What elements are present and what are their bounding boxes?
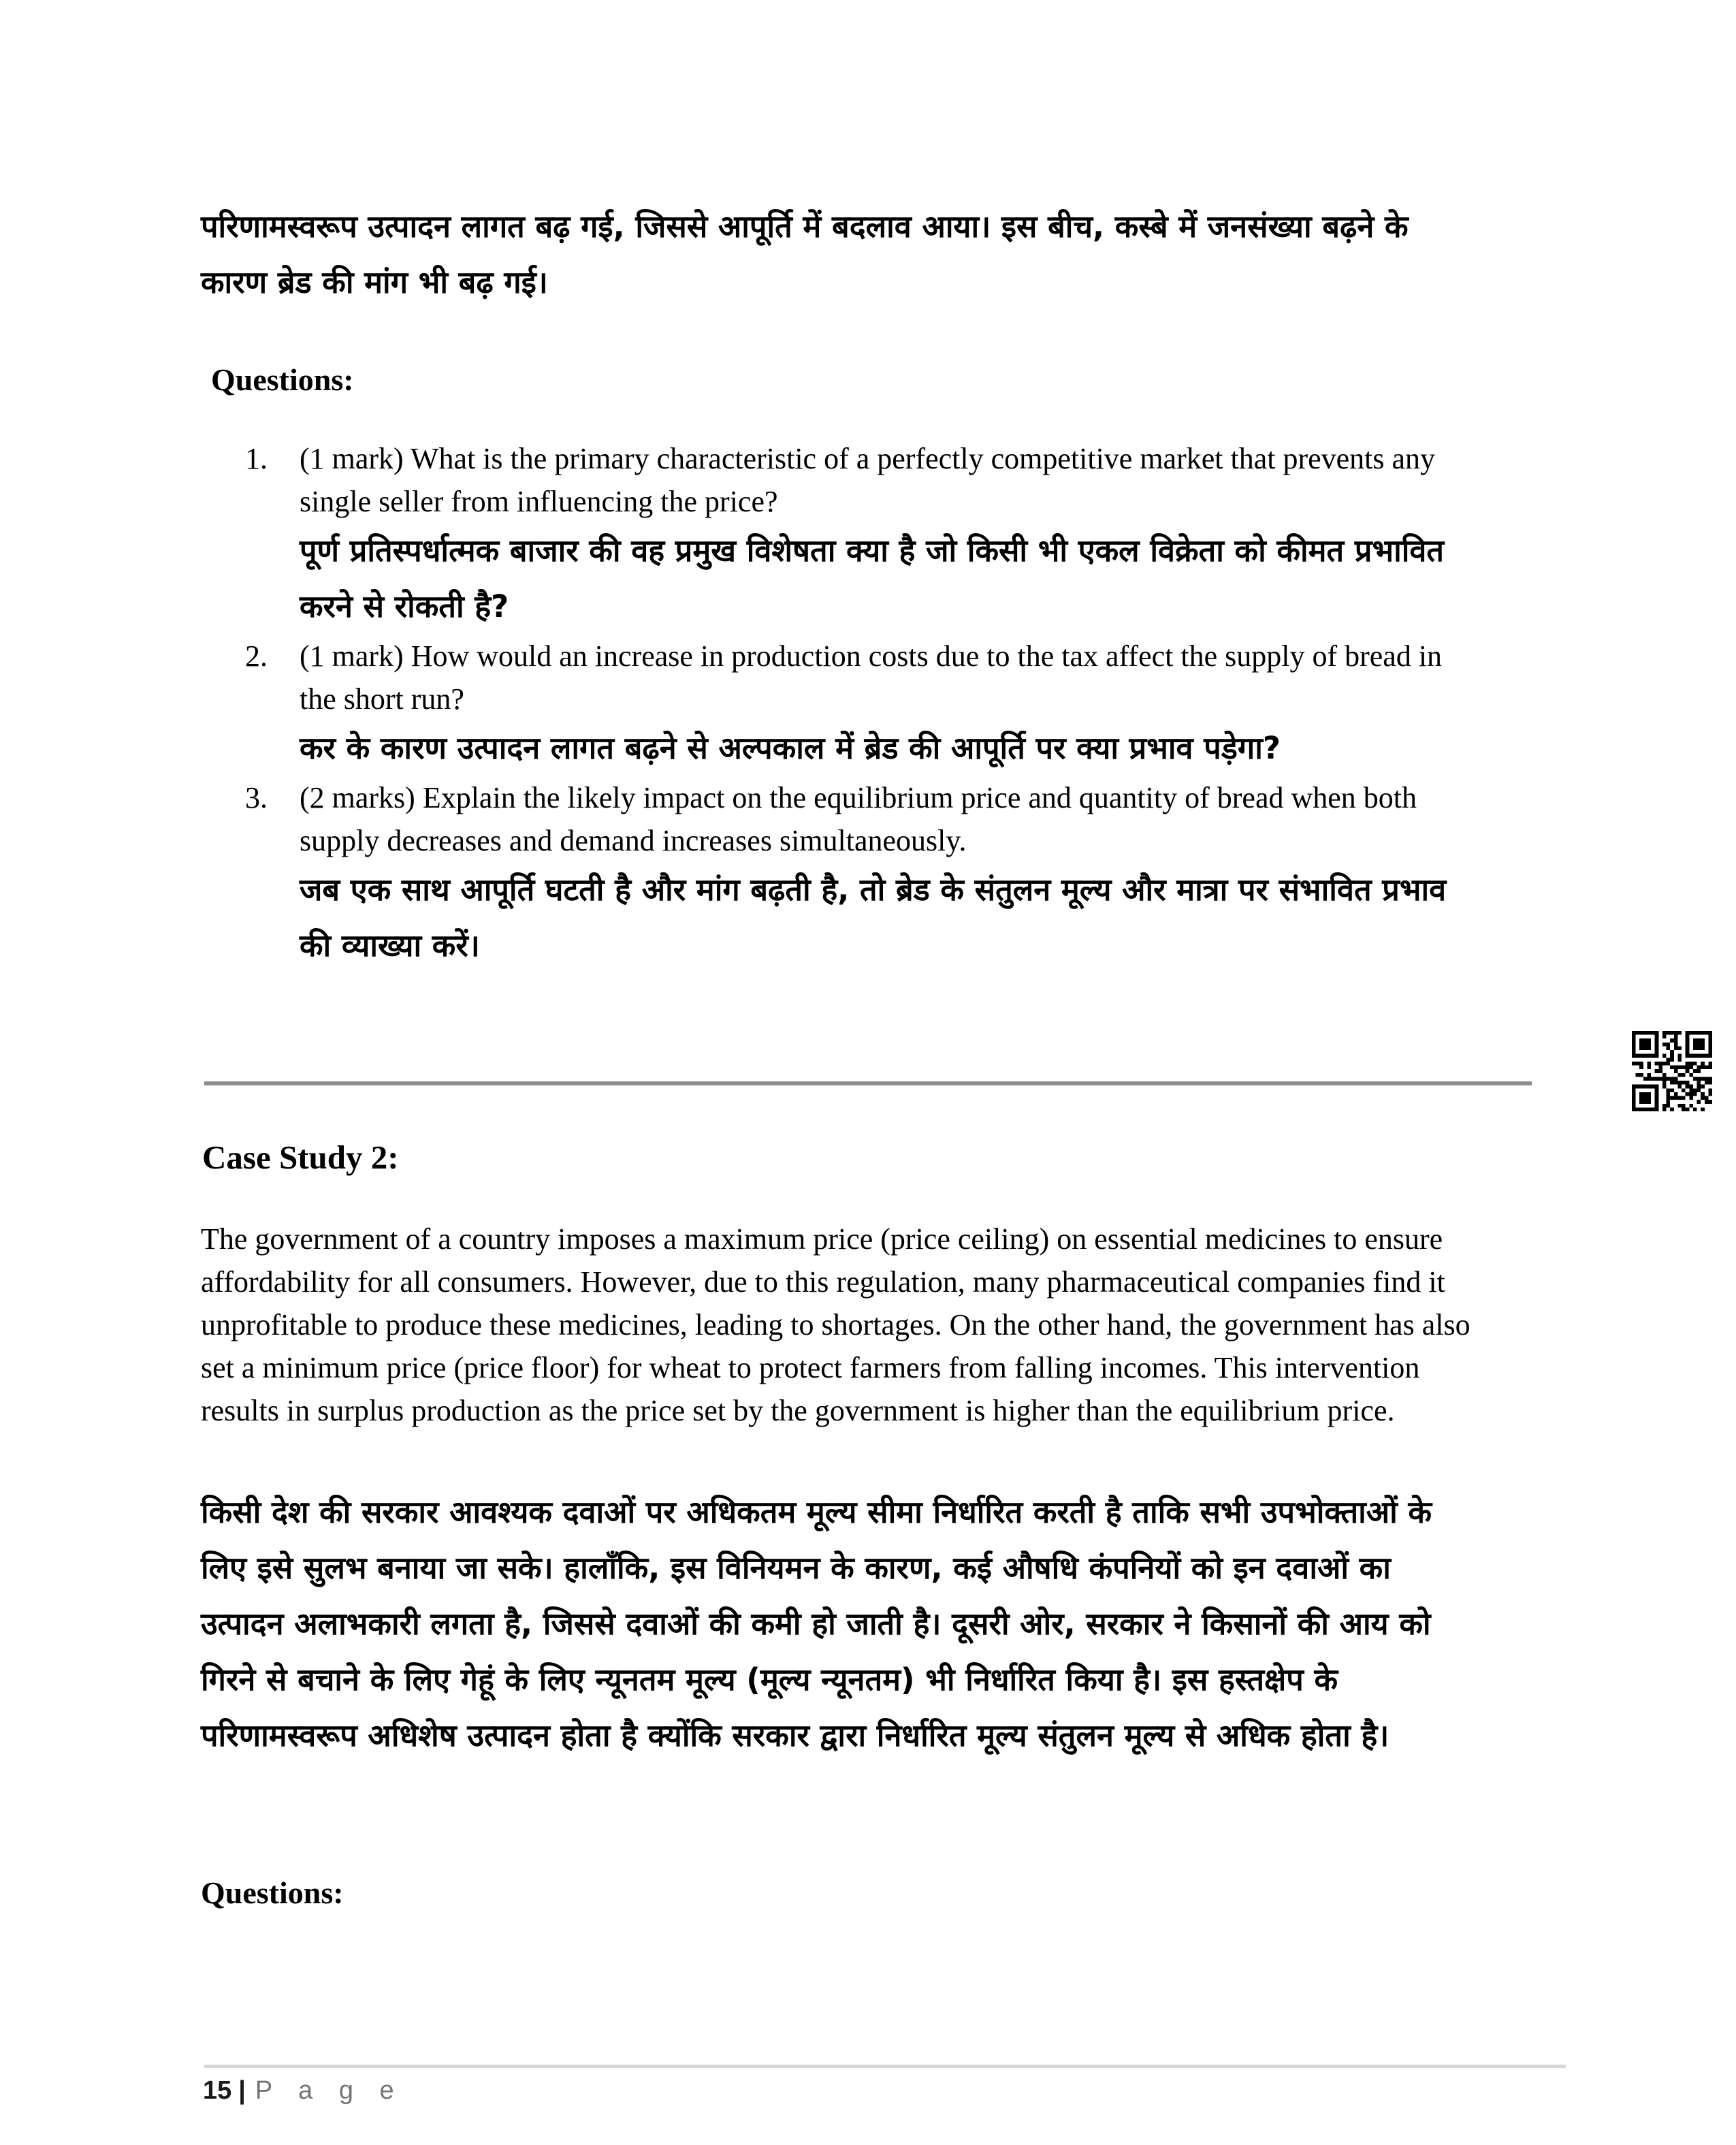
question-text-hindi: कर के कारण उत्पादन लागत बढ़ने से अल्पकाल में ब्रेड की आपूर्ति पर क्या प्रभाव पड़ेगा? (300, 730, 1281, 766)
question-text-hindi: पूर्ण प्रतिस्पर्धात्मक बाजार की वह प्रमुख विशेषता क्या है जो किसी भी एकल विक्रेता को कीमत प्रभावित करने से रोकती है? (300, 533, 1445, 624)
question-text-english: (2 marks) Explain the likely impact on the equilibrium price and quantity of bread when both supply decreases and demand increases simultaneously. (300, 781, 1417, 857)
case-study-2-paragraph-english: The government of a country imposes a maximum price (price ceiling) on essential medicines to ensure affordability for all consumers. However, due to this regulation, many pharmaceutical companies find it unprofitable to produce these medicines, leading to shortages. On the other hand, the government has also set a minimum price (price floor) for wheat to protect farmers from falling incomes. This intervention results in surplus production as the price set by the government is higher than the equilibrium price. (201, 1222, 1470, 1427)
question-text-english: (1 mark) How would an increase in production costs due to the tax affect the supply of bread in the short run? (300, 639, 1443, 716)
question-text-hindi: जब एक साथ आपूर्ति घटती है और मांग बढ़ती है, तो ब्रेड के संतुलन मूल्य और मात्रा पर संभावित प्रभाव की व्याख्या करें। (300, 872, 1447, 964)
question-text-english: (1 mark) What is the primary characteristic of a perfectly competitive market that prevents any single seller from influencing the price? (300, 442, 1436, 518)
case-study-2-title: Case Study 2: (202, 1139, 399, 1176)
page-footer (203, 2074, 404, 2107)
case-study-2-paragraph-hindi: किसी देश की सरकार आवश्यक दवाओं पर अधिकतम मूल्य सीमा निर्धारित करती है ताकि सभी उपभोक्ताओं के लिए इसे सुलभ बनाया जा सके। हालाँकि, इस विनियमन के कारण, कई औषधि कंपनियों को इन दवाओं का उत्पादन अलाभकारी लगता है, जिससे दवाओं की कमी हो जाती है। दूसरी ओर, सरकार ने किसानों की आय को गिरने से बचाने के लिए गेहूं के लिए न्यूनतम मूल्य (मूल्य न्यूनतम) भी निर्धारित किया है। इस हस्तक्षेप के परिणामस्वरूप अधिशेष उत्पादन होता है क्योंकि सरकार द्वारा निर्धारित मूल्य संतुलन मूल्य से अधिक होता है। (201, 1494, 1432, 1753)
question-number: 3. (245, 781, 268, 814)
question-body (300, 635, 1477, 776)
question-item-3 (245, 776, 1477, 974)
question-number: 2. (245, 639, 268, 673)
section-divider (204, 1081, 1532, 1085)
question-body (300, 437, 1477, 635)
footer-page-label: P a g e (255, 2076, 404, 2105)
question-number: 1. (245, 442, 268, 475)
question-body (300, 776, 1477, 974)
questions-heading-2: Questions: (201, 1875, 344, 1910)
page-number: 15 (203, 2076, 232, 2105)
footer-rule (204, 2065, 1566, 2068)
intro-paragraph-hindi: परिणामस्वरूप उत्पादन लागत बढ़ गई, जिससे आपूर्ति में बदलाव आया। इस बीच, कस्बे में जनसंख्या बढ़ने के कारण ब्रेड की मांग भी बढ़ गई। (201, 208, 1409, 300)
question-item-2 (245, 635, 1477, 776)
question-list (201, 437, 1477, 974)
questions-heading-1: Questions: (211, 362, 354, 397)
qr-code-icon (1632, 1031, 1712, 1111)
footer-separator: | (238, 2076, 246, 2105)
question-item-1 (245, 437, 1477, 635)
